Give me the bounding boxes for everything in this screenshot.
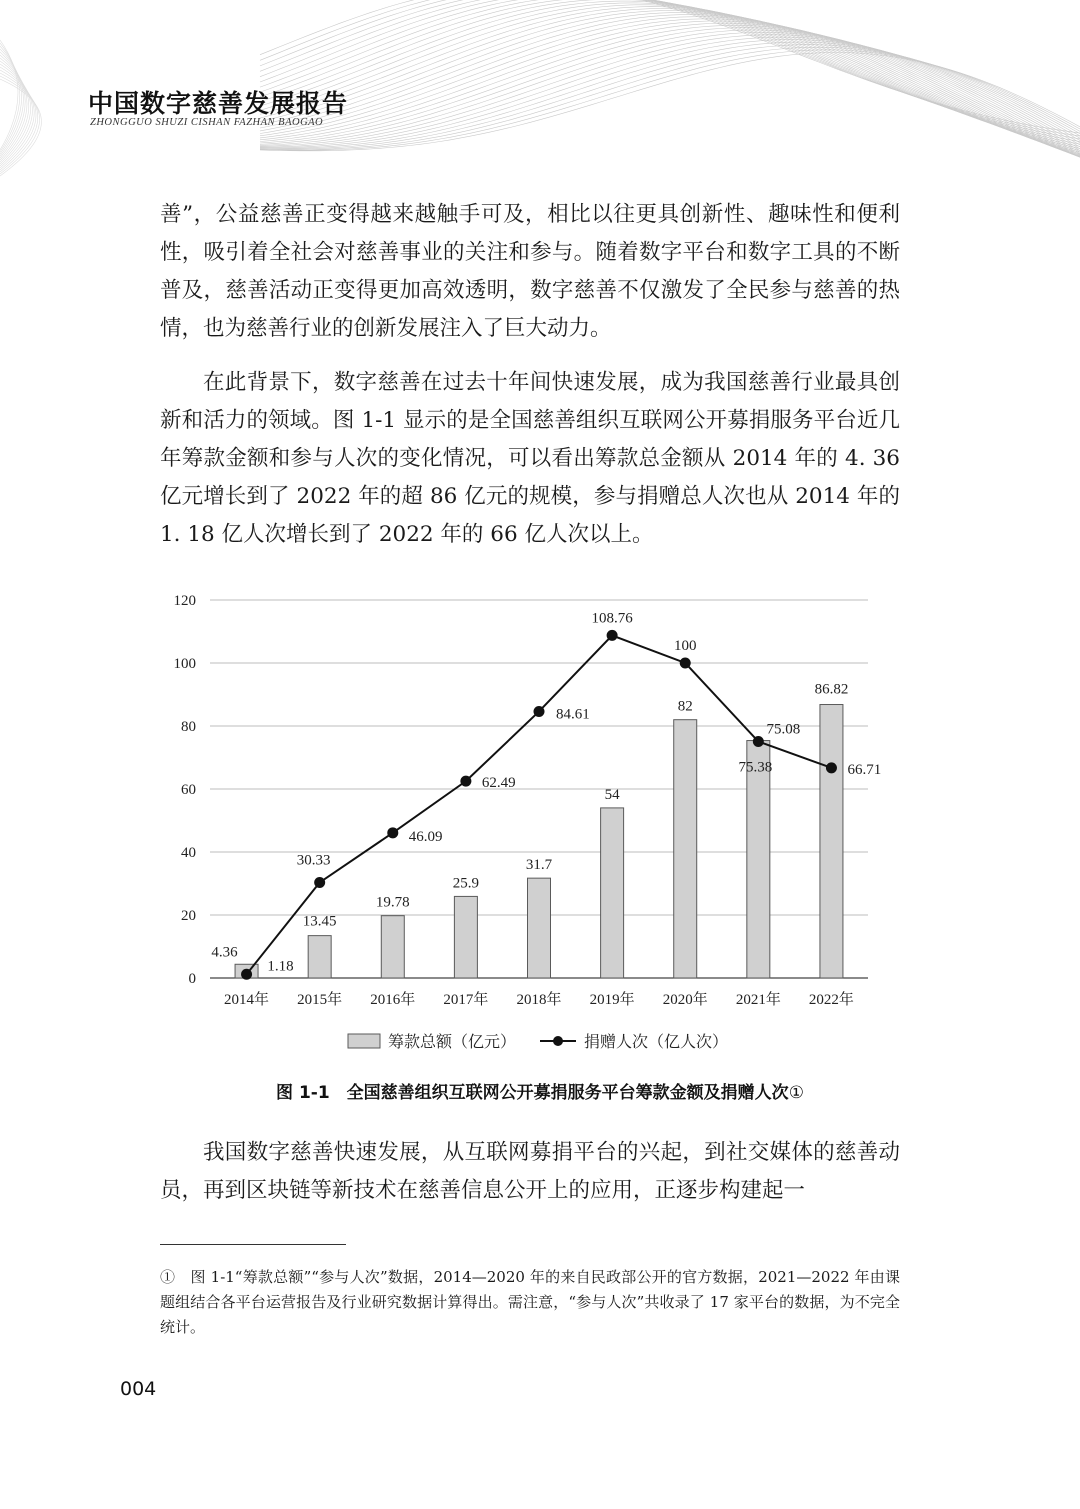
legend-line-label: 捐赠人次（亿人次） [584, 1034, 729, 1051]
bar-data-label: 82 [677, 698, 693, 715]
line-data-label: 1.18 [267, 958, 294, 975]
line-marker [314, 877, 325, 888]
body-paragraph: 善”，公益慈善正变得越来越触手可及，相比以往更具创新性、趣味性和便利性，吸引着全社会对慈善事业的关注和参与。随着数字平台和数字工具的不断普及，慈善活动正变得更加高效透明，数字慈善不仅激发了全民参与慈善的热情，也为慈善行业的创新发展注入了巨大动力。 [160, 202, 900, 341]
line-data-label: 84.61 [556, 706, 590, 723]
x-tick-label: 2014年 [224, 992, 270, 1008]
bar-data-label: 25.9 [452, 875, 480, 892]
legend-bar-swatch [348, 1034, 380, 1048]
running-header-title: 中国数字慈善发展报告 [88, 89, 349, 118]
line-marker [387, 827, 398, 838]
y-tick-label: 0 [188, 971, 196, 987]
y-tick-label: 60 [181, 782, 196, 798]
line-marker [241, 969, 252, 980]
bar [674, 720, 697, 978]
line-data-label: 30.33 [296, 852, 331, 869]
figure-caption-text: 图 1-1 全国慈善组织互联网公开募捐服务平台筹款金额及捐赠人次 [276, 1083, 789, 1103]
line-data-label: 75.08 [766, 721, 801, 738]
x-tick-label: 2020年 [662, 992, 708, 1008]
bar-data-label: 13.45 [302, 913, 337, 930]
line-marker [826, 762, 837, 773]
figure-caption [0, 1078, 1080, 1103]
line-data-label: 66.71 [847, 761, 882, 778]
bar-data-label: 86.82 [814, 681, 849, 698]
line-marker [534, 706, 545, 717]
bar-data-label: 19.78 [375, 894, 410, 911]
bar-data-label: 31.7 [525, 857, 553, 874]
bar [528, 878, 551, 978]
line-marker [680, 658, 691, 669]
running-header-subtitle: ZHONGGUO SHUZI CISHAN FAZHAN BAOGAO [90, 117, 324, 128]
x-tick-label: 2022年 [808, 992, 854, 1008]
bar-data-label: 75.38 [738, 759, 773, 776]
x-tick-label: 2018年 [516, 992, 562, 1008]
bar-data-label: 54 [604, 786, 620, 803]
bar [747, 741, 770, 978]
bar-data-label: 4.36 [211, 944, 238, 961]
y-tick-label: 100 [173, 656, 196, 672]
y-tick-label: 40 [181, 845, 196, 861]
x-tick-label: 2016年 [370, 992, 416, 1008]
line-data-label: 46.09 [408, 828, 443, 845]
y-tick-label: 120 [173, 593, 196, 609]
fundraising-chart [160, 585, 900, 1065]
x-tick-label: 2021年 [735, 992, 781, 1008]
footnote: ① 图 1-1“筹款总额”“参与人次”数据，2014—2020 年的来自民政部公开的官方数据，2021—2022 年由课题组结合各平台运营报告及行业研究数据计算得出。需注意，“参与人次”共收录了 17 家平台的数据，为不完全统计。 [160, 1268, 900, 1336]
bar [381, 916, 404, 978]
y-tick-label: 80 [181, 719, 196, 735]
bar [601, 808, 624, 978]
footnote-reference-mark: ① [788, 1083, 804, 1103]
x-tick-label: 2017年 [443, 992, 489, 1008]
line-marker [607, 630, 618, 641]
line-marker [460, 776, 471, 787]
legend-bar-label: 筹款总额（亿元） [388, 1034, 517, 1051]
x-tick-label: 2019年 [589, 992, 635, 1008]
legend-line-marker [553, 1036, 563, 1046]
line-data-label: 108.76 [591, 610, 633, 627]
y-tick-label: 20 [181, 908, 196, 924]
line-marker [753, 736, 764, 747]
page-number: 004 [120, 1378, 157, 1400]
body-paragraph: 我国数字慈善快速发展，从互联网募捐平台的兴起，到社交媒体的慈善动员，再到区块链等新技术在慈善信息公开上的应用，正逐步构建起一 [160, 1140, 900, 1203]
bar [820, 705, 843, 978]
footnote-divider [160, 1244, 346, 1245]
body-paragraph: 在此背景下，数字慈善在过去十年间快速发展，成为我国慈善行业最具创新和活力的领域。图 1-1 显示的是全国慈善组织互联网公开募捐服务平台近几年筹款金额和参与人次的变化情况，可以看出筹款总金额从 2014 年的 4. 36 亿元增长到了 2022 年的超 86 亿元的规模，参与捐赠总人次也从 2014 年的 1. 18 亿人次增长到了 2022 年的 66 亿人次以上。 [160, 370, 900, 547]
bar [454, 896, 477, 978]
line-data-label: 100 [673, 638, 697, 654]
bar [308, 936, 331, 978]
line-data-label: 62.49 [481, 775, 516, 792]
x-tick-label: 2015年 [297, 992, 343, 1008]
